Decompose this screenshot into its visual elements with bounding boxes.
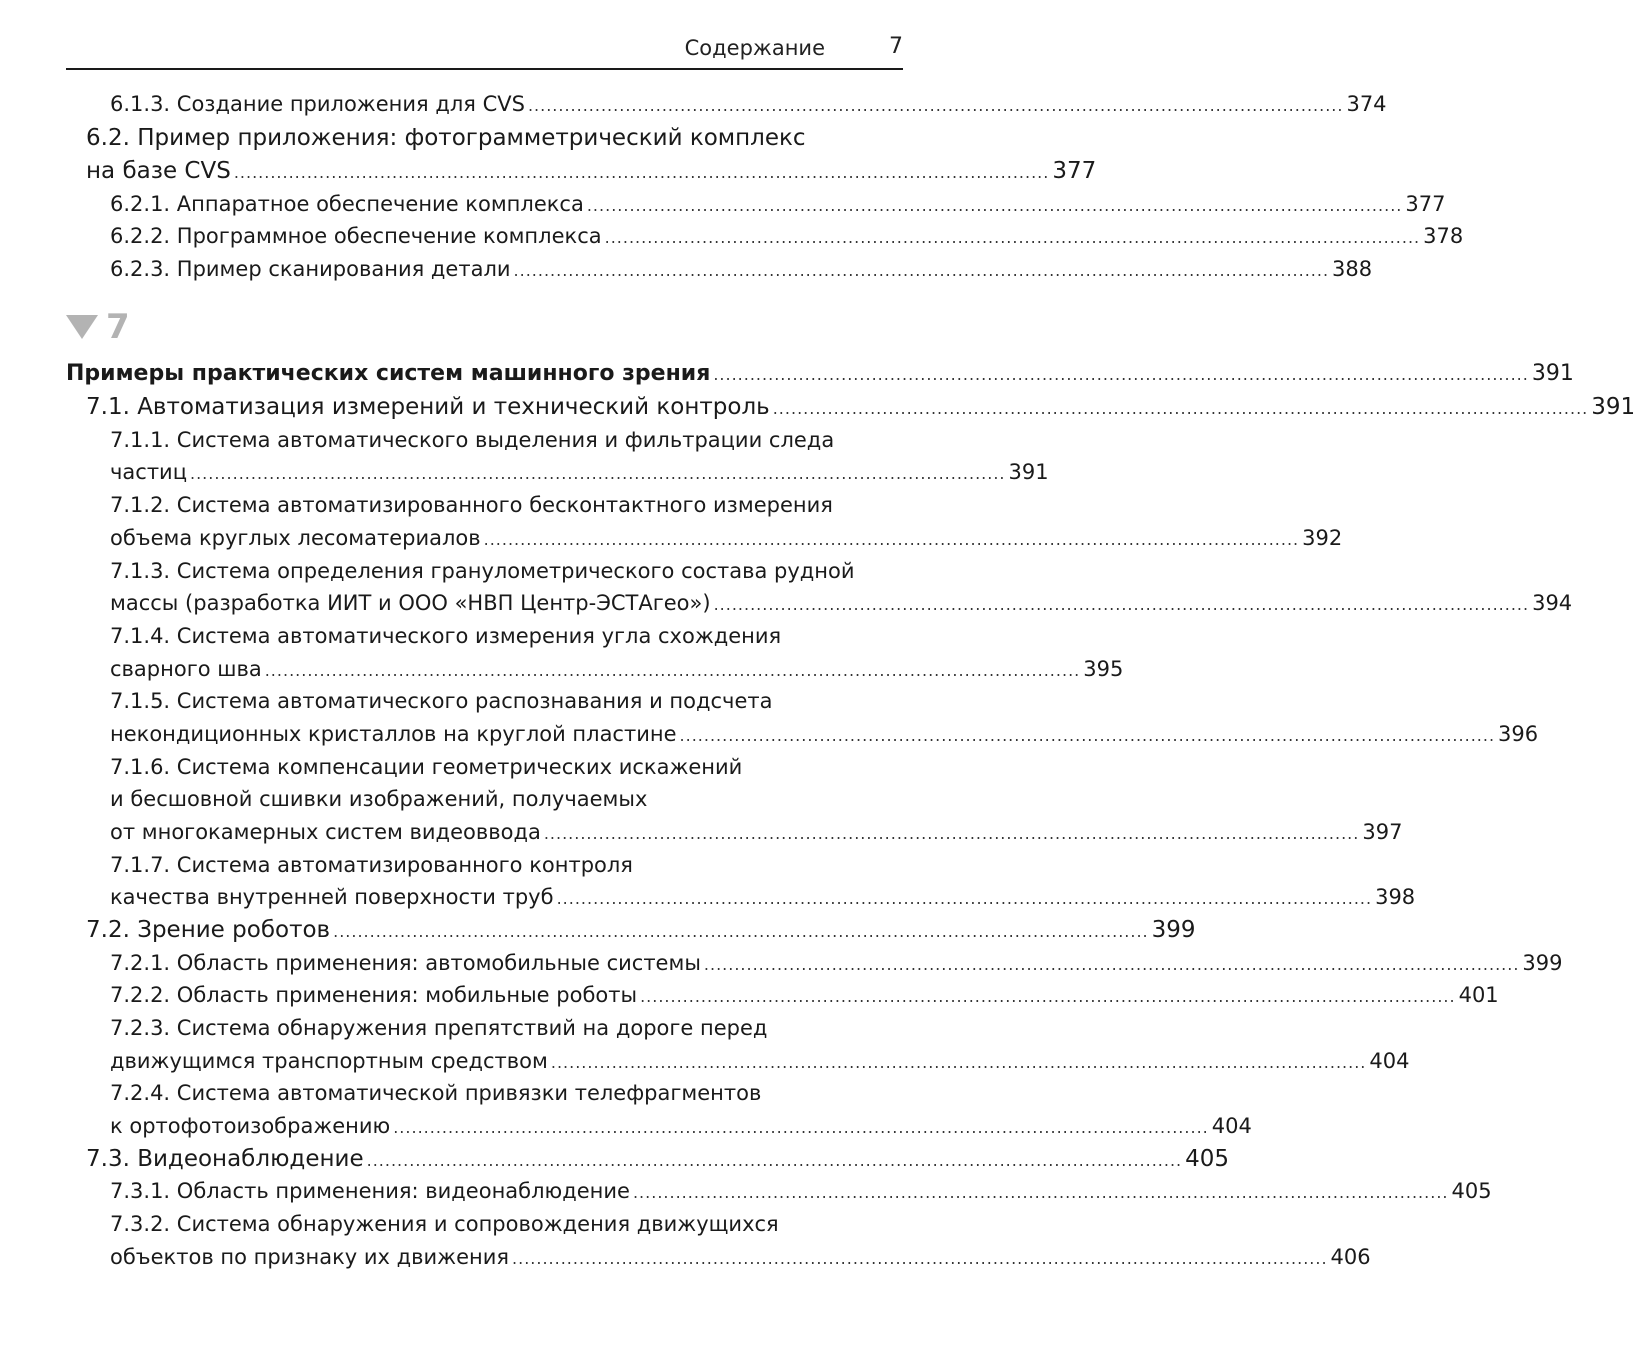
toc-entry-page: 391 [1531,361,1574,386]
toc-chapter-entry[interactable] [66,358,1574,390]
toc-entry-title: 6.2.3. Пример сканирования детали [110,257,511,281]
chapter-number: 7 [106,307,130,347]
dot-leader: ...................................................................................................................................... [632,1183,1449,1202]
dot-leader: ...................................................................................................................................... [543,824,1360,843]
toc-entry-title: 7.2.2. Область применения: мобильные роботы [110,983,638,1007]
toc-entry-title-line2: некондиционных кристаллов на круглой пластине [110,722,677,746]
toc-entry-title: 6.2.2. Программное обеспечение комплекса [110,224,602,248]
toc-entry-page: 377 [1052,158,1097,184]
header-page-number: 7 [889,34,903,59]
toc-entry-page: 405 [1451,1179,1492,1203]
toc-entry[interactable] [110,718,1539,750]
dot-leader: ...................................................................................................................................... [366,1151,1183,1170]
toc-entry-title-line2: качества внутренней поверхности труб [110,885,554,909]
toc-entry-title-line2: к ортофотоизображению [110,1114,391,1138]
dot-leader: ...................................................................................................................................... [550,1053,1367,1072]
toc-entry-page: 404 [1369,1049,1410,1073]
toc-entry-page: 377 [1405,192,1446,216]
dot-leader: ...................................................................................................................................... [713,365,1529,384]
toc-entry-title-line1: 7.1.7. Система автоматизированного контроля [110,853,633,877]
toc-entry-title-line2: на базе CVS [86,158,231,184]
toc-entry[interactable] [110,653,1124,685]
triangle-down-icon [66,315,98,339]
toc-entry[interactable] [110,816,1403,848]
toc-entry-page: 397 [1362,820,1403,844]
toc-entry-title-line2: объектов по признаку их движения [110,1245,510,1269]
toc-entry-title: 6.2.1. Аппаратное обеспечение комплекса [110,192,584,216]
toc-entry-page: 394 [1532,591,1573,615]
chapter-marker [66,305,130,349]
toc-entry-page: 391 [1591,394,1635,420]
toc-entry[interactable] [86,1143,1230,1175]
toc-entry-page: 396 [1498,722,1539,746]
toc-entry-title-line1: 7.1.5. Система автоматического распознавания и подсчета [110,689,773,713]
toc-entry-title-line1: 7.1.6. Система компенсации геометрических искажений [110,755,743,779]
toc-entry-page: 406 [1330,1245,1371,1269]
toc-entry-page: 378 [1423,224,1464,248]
toc-entry[interactable] [110,947,1563,979]
dot-leader: ...................................................................................................................................... [483,530,1300,549]
toc-entry[interactable] [110,522,1343,554]
toc-entry-title: 7.2.1. Область применения: автомобильные системы [110,951,701,975]
dot-leader: ...................................................................................................................................... [556,889,1373,908]
toc-entry-title-line2: движущимся транспортным средством [110,1049,548,1073]
toc-entry-page: 401 [1458,983,1499,1007]
toc-entry-title-line2: частиц [110,460,187,484]
toc-entry-page: 398 [1375,885,1416,909]
header-title: Содержание [684,36,825,60]
toc-entry-title-line1: 7.3.2. Система обнаружения и сопровождения движущихся [110,1212,779,1236]
toc-entry[interactable] [86,914,1196,946]
toc-entry-title-line1: 7.1.2. Система автоматизированного бесконтактного измерения [110,493,833,517]
dot-leader: ...................................................................................................................................... [586,196,1403,215]
toc-entry[interactable] [110,1045,1410,1077]
toc-entry[interactable] [110,253,1373,285]
toc-entry-title: 7.1. Автоматизация измерений и технический контроль [86,394,770,420]
toc-entry-page: 388 [1332,257,1373,281]
dot-leader: ...................................................................................................................................... [393,1118,1209,1137]
dot-leader: ...................................................................................................................................... [604,228,1421,247]
toc-entry[interactable] [86,391,1635,423]
toc-entry-title-line3: от многокамерных систем видеоввода [110,820,541,844]
toc-entry-page: 391 [1008,460,1049,484]
dot-leader: ...................................................................................................................................... [772,399,1589,418]
dot-leader: ...................................................................................................................................... [703,955,1520,974]
toc-entry-title-line1: 7.2.4. Система автоматической привязки телефрагментов [110,1081,762,1105]
dot-leader: ...................................................................................................................................... [640,987,1456,1006]
toc-entry-title: 6.1.3. Создание приложения для CVS [110,92,525,116]
toc-entry-page: 405 [1185,1146,1230,1172]
dot-leader: ...................................................................................................................................... [512,1249,1328,1268]
toc-entry[interactable] [110,979,1499,1011]
dot-leader: ...................................................................................................................................... [679,726,1496,745]
dot-leader: ...................................................................................................................................... [264,661,1081,680]
toc-entry-title-line1: 7.1.1. Система автоматического выделения и фильтрации следа [110,428,835,452]
toc-entry-title-line2: массы (разработка ИИТ и ООО «НВП Центр-ЭСТАгео») [110,591,711,615]
toc-entry[interactable] [110,456,1049,488]
toc-entry-page: 399 [1522,951,1563,975]
dot-leader: ...................................................................................................................................... [233,163,1050,182]
toc-entry-page: 374 [1346,92,1387,116]
toc-entry-title-line2: объема круглых лесоматериалов [110,526,481,550]
dot-leader: ...................................................................................................................................... [333,922,1149,941]
toc-entry-page: 404 [1211,1114,1252,1138]
toc-entry-title-line1: 7.1.4. Система автоматического измерения угла схождения [110,624,782,648]
dot-leader: ...................................................................................................................................... [527,96,1344,115]
toc-entry[interactable] [110,188,1446,220]
toc-entry-page: 392 [1302,526,1343,550]
toc-entry-title-line1: 7.1.3. Система определения гранулометрического состава рудной [110,559,855,583]
toc-entry-title: 7.2. Зрение роботов [86,917,331,943]
toc-entry[interactable] [110,1241,1371,1273]
toc-entry[interactable] [110,220,1464,252]
toc-entry-page: 395 [1083,657,1124,681]
toc-entry-title-line2: и бесшовной сшивки изображений, получаемых [110,787,648,811]
toc-entry-title-line2: сварного шва [110,657,262,681]
toc-entry-title-line1: 7.2.3. Система обнаружения препятствий на дороге перед [110,1016,768,1040]
toc-entry[interactable] [110,881,1416,913]
toc-entry[interactable] [110,88,1387,120]
toc-chapter-title: Примеры практических систем машинного зрения [66,361,711,386]
dot-leader: ...................................................................................................................................... [713,595,1530,614]
toc-entry[interactable] [110,1175,1492,1207]
dot-leader: ...................................................................................................................................... [513,261,1330,280]
toc-entry-page: 399 [1151,917,1196,943]
toc-entry-title-line1: 6.2. Пример приложения: фотограмметрический комплекс [86,125,806,151]
toc-entry-title: 7.3. Видеонаблюдение [86,1146,364,1172]
dot-leader: ...................................................................................................................................... [190,464,1006,483]
running-header [66,30,903,70]
toc-entry-title: 7.3.1. Область применения: видеонаблюдение [110,1179,630,1203]
toc-entry[interactable] [110,1110,1252,1142]
toc-entry[interactable] [86,155,1097,187]
toc-entry[interactable] [110,587,1573,619]
